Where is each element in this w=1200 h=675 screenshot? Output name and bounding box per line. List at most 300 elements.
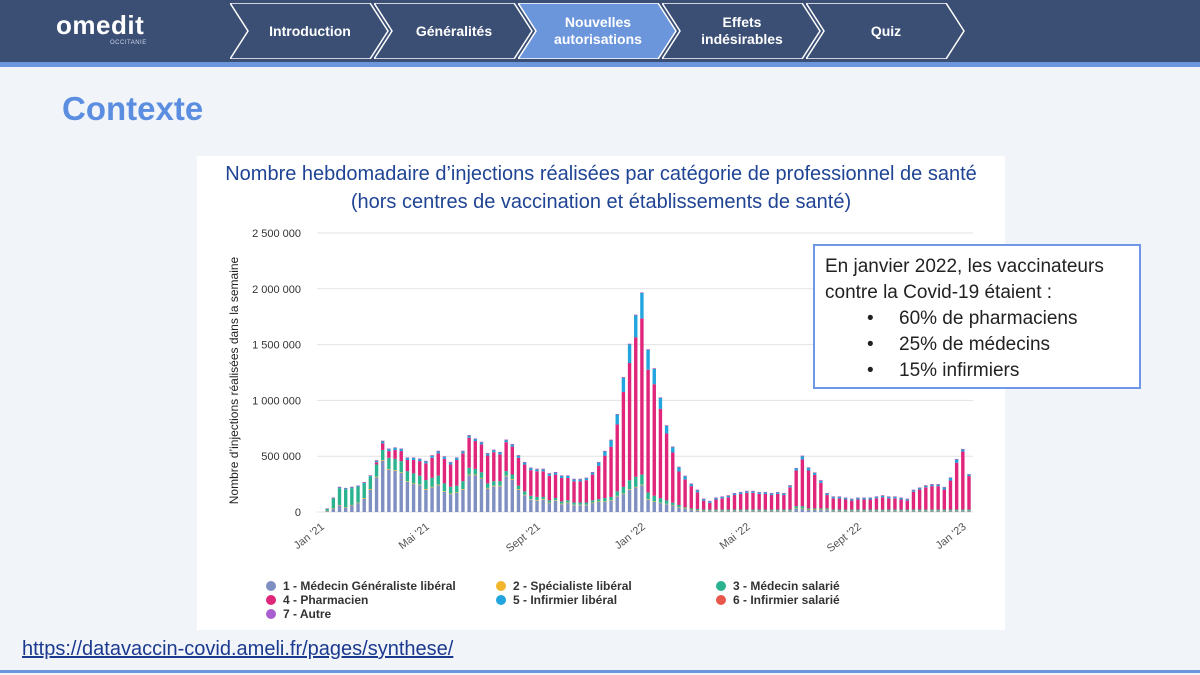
bar-segment bbox=[461, 451, 464, 452]
bar-segment bbox=[467, 468, 470, 475]
bar-segment bbox=[733, 493, 736, 494]
bar-segment bbox=[949, 481, 952, 510]
bar-segment bbox=[350, 487, 353, 488]
bar-segment bbox=[912, 511, 915, 512]
bar-segment bbox=[591, 503, 594, 512]
bar-segment bbox=[517, 490, 520, 512]
bar-segment bbox=[332, 508, 335, 509]
bar-segment bbox=[579, 479, 582, 480]
bar-segment bbox=[616, 496, 619, 497]
bar-segment bbox=[677, 507, 680, 508]
bar-segment bbox=[609, 500, 612, 501]
bar-segment bbox=[579, 503, 582, 505]
bar-segment bbox=[449, 462, 452, 463]
bar-segment bbox=[461, 453, 464, 481]
bar-segment bbox=[350, 488, 353, 505]
bar-segment bbox=[930, 510, 933, 511]
bar-segment bbox=[585, 505, 588, 506]
bar-segment bbox=[899, 500, 902, 510]
legend-label: 2 - Spécialiste libéral bbox=[513, 579, 632, 593]
bar-segment bbox=[961, 449, 964, 451]
bar-segment bbox=[906, 511, 909, 512]
bar-segment bbox=[579, 479, 582, 481]
bar-segment bbox=[375, 462, 378, 464]
bar-segment bbox=[819, 508, 822, 509]
bar-segment bbox=[344, 488, 347, 489]
bar-segment bbox=[770, 495, 773, 510]
bar-segment bbox=[560, 478, 563, 501]
bar-segment bbox=[325, 511, 328, 512]
bar-segment bbox=[640, 292, 643, 293]
bar-segment bbox=[955, 510, 958, 511]
bar-segment bbox=[548, 503, 551, 512]
bar-segment bbox=[640, 485, 643, 486]
y-tick-label: 500 000 bbox=[261, 451, 301, 464]
bar-segment bbox=[862, 497, 865, 498]
bar-segment bbox=[912, 490, 915, 491]
source-link[interactable]: https://datavaccin-covid.ameli.fr/pages/synthese/ bbox=[22, 638, 454, 660]
bar-segment bbox=[560, 475, 563, 476]
bar-segment bbox=[585, 478, 588, 480]
bar-segment bbox=[517, 455, 520, 456]
bar-segment bbox=[745, 510, 748, 511]
bar-segment bbox=[455, 493, 458, 512]
logo-text: omedit bbox=[56, 10, 145, 40]
bar-segment bbox=[511, 480, 514, 512]
bar-segment bbox=[949, 511, 952, 512]
bar-segment bbox=[387, 451, 390, 458]
bar-segment bbox=[634, 487, 637, 488]
bar-segment bbox=[548, 476, 551, 501]
bar-segment bbox=[683, 509, 686, 512]
bar-segment bbox=[455, 458, 458, 460]
bar-segment bbox=[591, 472, 594, 474]
bar-segment bbox=[850, 511, 853, 512]
bar-segment bbox=[430, 487, 433, 512]
bar-segment bbox=[412, 457, 415, 458]
bar-segment bbox=[665, 504, 668, 505]
bar-segment bbox=[634, 315, 637, 337]
bar-segment bbox=[720, 511, 723, 512]
bar-segment bbox=[714, 500, 717, 510]
bar-segment bbox=[480, 478, 483, 479]
bar-segment bbox=[770, 510, 773, 511]
bar-segment bbox=[936, 486, 939, 509]
bar-segment bbox=[813, 473, 816, 475]
bar-segment bbox=[467, 435, 470, 437]
bar-segment bbox=[683, 476, 686, 479]
bar-segment bbox=[912, 492, 915, 510]
bar-segment bbox=[819, 481, 822, 483]
bar-segment bbox=[363, 499, 366, 512]
bar-segment bbox=[356, 486, 359, 487]
bar-segment bbox=[609, 440, 612, 441]
bar-segment bbox=[369, 477, 372, 489]
bar-segment bbox=[690, 484, 693, 485]
bar-segment bbox=[739, 510, 742, 511]
bar-segment bbox=[603, 451, 606, 455]
bar-segment bbox=[603, 501, 606, 502]
bar-segment bbox=[961, 449, 964, 450]
bar-segment bbox=[387, 470, 390, 512]
bar-segment bbox=[825, 510, 828, 512]
bar-segment bbox=[671, 503, 674, 505]
bar-segment bbox=[850, 499, 853, 500]
bar-segment bbox=[486, 453, 489, 455]
bar-segment bbox=[474, 438, 477, 439]
bar-segment bbox=[437, 476, 440, 485]
bar-segment bbox=[492, 452, 495, 481]
bar-segment bbox=[535, 469, 538, 470]
bar-segment bbox=[844, 500, 847, 510]
step-label: Nouvelles autorisations bbox=[554, 14, 642, 47]
bar-segment bbox=[572, 505, 575, 506]
bar-segment bbox=[597, 462, 600, 463]
bar-segment bbox=[930, 511, 933, 512]
bar-segment bbox=[449, 487, 452, 494]
bar-segment bbox=[936, 510, 939, 511]
bar-segment bbox=[646, 370, 649, 493]
bar-segment bbox=[838, 496, 841, 497]
slide-title: Contexte bbox=[62, 90, 204, 127]
bar-segment bbox=[535, 497, 538, 500]
bar-segment bbox=[646, 350, 649, 370]
bar-segment bbox=[720, 510, 723, 511]
bar-segment bbox=[862, 510, 865, 511]
bar-segment bbox=[628, 490, 631, 512]
bar-segment bbox=[924, 485, 927, 486]
y-tick-label: 0 bbox=[294, 507, 301, 519]
bar-segment bbox=[474, 475, 477, 476]
bar-segment bbox=[683, 479, 686, 507]
bar-segment bbox=[381, 443, 384, 450]
bar-segment bbox=[400, 449, 403, 451]
bar-segment bbox=[325, 508, 328, 509]
bar-segment bbox=[622, 377, 625, 378]
bar-segment bbox=[856, 511, 859, 512]
bar-segment bbox=[708, 503, 711, 510]
bar-segment bbox=[690, 510, 693, 512]
bar-segment bbox=[498, 452, 501, 454]
step-quiz[interactable] bbox=[806, 3, 966, 59]
bar-segment bbox=[363, 484, 366, 499]
bar-segment bbox=[350, 505, 353, 506]
bar-segment bbox=[535, 501, 538, 512]
bar-segment bbox=[795, 508, 798, 509]
bar-segment bbox=[659, 398, 662, 409]
bar-segment bbox=[819, 480, 822, 481]
bar-segment bbox=[474, 441, 477, 469]
bar-segment bbox=[535, 471, 538, 497]
bar-segment bbox=[486, 488, 489, 489]
callout-list bbox=[825, 306, 1129, 384]
bar-segment bbox=[418, 476, 421, 485]
bar-segment bbox=[474, 439, 477, 441]
bar-segment bbox=[560, 476, 563, 478]
bar-segment bbox=[535, 469, 538, 471]
bar-segment bbox=[869, 497, 872, 498]
bar-segment bbox=[424, 490, 427, 512]
bar-segment bbox=[375, 477, 378, 512]
bar-segment bbox=[807, 470, 810, 508]
bar-segment bbox=[430, 478, 433, 487]
bar-segment bbox=[807, 508, 810, 509]
bar-segment bbox=[467, 435, 470, 436]
step-label: Effets indésirables bbox=[701, 14, 783, 47]
bar-segment bbox=[597, 499, 600, 501]
bar-segment bbox=[751, 491, 754, 492]
bar-segment bbox=[634, 337, 637, 477]
bar-segment bbox=[918, 511, 921, 512]
bar-segment bbox=[356, 487, 359, 503]
bar-segment bbox=[801, 509, 804, 512]
bar-segment bbox=[412, 458, 415, 460]
bar-segment bbox=[819, 510, 822, 511]
bar-segment bbox=[671, 505, 674, 506]
bar-segment bbox=[659, 503, 662, 504]
bar-segment bbox=[609, 440, 612, 447]
bar-segment bbox=[690, 510, 693, 511]
bar-segment bbox=[671, 447, 674, 453]
bar-segment bbox=[381, 441, 384, 443]
bar-segment bbox=[745, 511, 748, 512]
bar-segment bbox=[541, 500, 544, 512]
bar-segment bbox=[400, 473, 403, 512]
bar-segment bbox=[504, 476, 507, 512]
bar-segment bbox=[714, 511, 717, 512]
bar-segment bbox=[338, 505, 341, 506]
bar-segment bbox=[782, 511, 785, 512]
bar-segment bbox=[332, 498, 335, 508]
bar-segment bbox=[696, 509, 699, 510]
bar-segment bbox=[659, 409, 662, 498]
legend-label: 6 - Infirmier salarié bbox=[733, 593, 840, 607]
step-nouvelles-autorisations[interactable] bbox=[518, 3, 678, 59]
bar-segment bbox=[893, 510, 896, 511]
bar-segment bbox=[899, 497, 902, 498]
bar-segment bbox=[418, 461, 421, 476]
bar-segment bbox=[930, 486, 933, 509]
bar-segment bbox=[955, 459, 958, 460]
chart-title: Nombre hebdomadaire d’injections réalisées par catégorie de professionnel de santé bbox=[225, 163, 977, 185]
y-tick-label: 2 000 000 bbox=[252, 283, 301, 296]
bar-segment bbox=[622, 378, 625, 393]
bar-segment bbox=[727, 495, 730, 496]
bar-segment bbox=[764, 492, 767, 493]
x-tick-label: Sept '21 bbox=[503, 520, 543, 556]
legend-marker bbox=[716, 595, 726, 605]
bar-segment bbox=[838, 498, 841, 509]
bar-segment bbox=[449, 462, 452, 464]
bar-segment bbox=[616, 424, 619, 491]
bar-segment bbox=[375, 464, 378, 476]
bar-segment bbox=[529, 496, 532, 499]
bar-segment bbox=[406, 471, 409, 481]
bar-segment bbox=[523, 462, 526, 464]
bar-segment bbox=[887, 510, 890, 511]
bar-segment bbox=[832, 510, 835, 511]
bar-segment bbox=[727, 510, 730, 511]
bar-segment bbox=[560, 501, 563, 503]
bar-segment bbox=[406, 457, 409, 458]
bar-segment bbox=[869, 500, 872, 510]
bar-segment bbox=[437, 453, 440, 475]
bar-segment bbox=[400, 472, 403, 473]
bar-segment bbox=[881, 511, 884, 512]
bar-segment bbox=[597, 462, 600, 465]
bar-segment bbox=[856, 510, 859, 511]
legend-marker bbox=[266, 609, 276, 619]
bar-segment bbox=[609, 501, 612, 512]
bar-segment bbox=[424, 463, 427, 480]
bar-segment bbox=[572, 479, 575, 480]
bar-segment bbox=[443, 492, 446, 512]
bar-segment bbox=[887, 496, 890, 497]
bar-segment bbox=[393, 450, 396, 459]
step-effets-indesirables[interactable] bbox=[662, 3, 822, 59]
bar-segment bbox=[554, 498, 557, 500]
bar-segment bbox=[523, 495, 526, 512]
bar-segment bbox=[492, 450, 495, 451]
bar-segment bbox=[486, 456, 489, 484]
bar-segment bbox=[893, 511, 896, 512]
bar-segment bbox=[381, 441, 384, 442]
chart-panel bbox=[197, 156, 1005, 630]
bar-segment bbox=[480, 472, 483, 478]
step-generalites[interactable] bbox=[374, 3, 534, 59]
bar-segment bbox=[449, 464, 452, 486]
bar-segment bbox=[881, 497, 884, 509]
bar-segment bbox=[511, 444, 514, 446]
bar-segment bbox=[776, 511, 779, 512]
top-accent-line bbox=[0, 62, 1200, 67]
bar-segment bbox=[671, 505, 674, 512]
bar-segment bbox=[430, 456, 433, 458]
bar-segment bbox=[400, 451, 403, 461]
bar-segment bbox=[492, 486, 495, 512]
bar-segment bbox=[412, 473, 415, 483]
bar-segment bbox=[764, 511, 767, 512]
bar-segment bbox=[720, 496, 723, 497]
bar-segment bbox=[782, 495, 785, 510]
bar-segment bbox=[467, 475, 470, 476]
bar-segment bbox=[406, 481, 409, 482]
bar-segment bbox=[949, 510, 952, 511]
bar-segment bbox=[887, 498, 890, 509]
bar-segment bbox=[949, 478, 952, 481]
bar-segment bbox=[566, 500, 569, 502]
bar-segment bbox=[640, 293, 643, 319]
bar-segment bbox=[659, 397, 662, 398]
bar-segment bbox=[930, 484, 933, 485]
bar-segment bbox=[844, 497, 847, 498]
bar-segment bbox=[875, 510, 878, 511]
bar-segment bbox=[603, 451, 606, 452]
legend-label: 7 - Autre bbox=[283, 607, 332, 621]
step-label: Quiz bbox=[870, 22, 902, 39]
bar-segment bbox=[634, 477, 637, 487]
bar-segment bbox=[640, 475, 643, 485]
bar-segment bbox=[387, 469, 390, 470]
legend-label: 5 - Infirmier libéral bbox=[513, 593, 618, 607]
bar-segment bbox=[702, 511, 705, 512]
bar-segment bbox=[492, 481, 495, 485]
bar-segment bbox=[653, 368, 656, 369]
bar-segment bbox=[659, 503, 662, 512]
bar-segment bbox=[332, 509, 335, 512]
bar-segment bbox=[529, 500, 532, 512]
bar-segment bbox=[535, 500, 538, 501]
bar-segment bbox=[961, 511, 964, 512]
bar-segment bbox=[832, 496, 835, 497]
bar-segment bbox=[492, 450, 495, 452]
bar-segment bbox=[943, 487, 946, 488]
bar-segment bbox=[856, 497, 859, 498]
bar-segment bbox=[819, 483, 822, 509]
bar-segment bbox=[745, 493, 748, 510]
callout-item: • 60% de pharmaciens bbox=[867, 306, 1129, 332]
bar-segment bbox=[702, 499, 705, 500]
bar-segment bbox=[418, 459, 421, 461]
bar-segment bbox=[393, 470, 396, 471]
bar-segment bbox=[893, 496, 896, 497]
bar-segment bbox=[467, 475, 470, 512]
bar-segment bbox=[708, 511, 711, 512]
bar-segment bbox=[437, 485, 440, 486]
bar-segment bbox=[474, 475, 477, 512]
bar-segment bbox=[338, 488, 341, 505]
bar-segment bbox=[757, 510, 760, 511]
bar-segment bbox=[702, 501, 705, 510]
bar-segment bbox=[511, 479, 514, 480]
bar-segment bbox=[677, 508, 680, 512]
bar-segment bbox=[696, 490, 699, 492]
bar-segment bbox=[733, 510, 736, 511]
step-introduction[interactable] bbox=[230, 3, 390, 59]
bar-segment bbox=[646, 499, 649, 500]
bar-segment bbox=[585, 478, 588, 479]
bar-segment bbox=[770, 511, 773, 512]
bar-segment bbox=[332, 498, 335, 499]
bar-segment bbox=[733, 511, 736, 512]
bar-segment bbox=[813, 508, 816, 509]
bar-segment bbox=[517, 486, 520, 489]
bar-segment bbox=[523, 465, 526, 492]
bar-segment bbox=[393, 459, 396, 470]
bar-segment bbox=[511, 447, 514, 475]
bar-segment bbox=[541, 469, 544, 471]
y-tick-label: 2 500 000 bbox=[252, 228, 301, 240]
bar-segment bbox=[591, 500, 594, 502]
bar-segment bbox=[739, 492, 742, 493]
bar-segment bbox=[727, 497, 730, 509]
legend-label: 3 - Médecin salarié bbox=[733, 579, 840, 593]
bar-segment bbox=[665, 500, 668, 503]
bar-segment bbox=[918, 489, 921, 509]
bar-segment bbox=[541, 497, 544, 499]
bar-segment bbox=[788, 485, 791, 486]
bar-segment bbox=[795, 470, 798, 506]
bar-segment bbox=[690, 508, 693, 509]
bar-segment bbox=[912, 510, 915, 511]
bar-segment bbox=[363, 482, 366, 483]
bar-segment bbox=[690, 484, 693, 486]
bar-segment bbox=[628, 480, 631, 489]
bar-segment bbox=[375, 460, 378, 461]
bar-segment bbox=[616, 414, 619, 415]
bar-segment bbox=[424, 461, 427, 462]
bottom-accent-line bbox=[0, 670, 1200, 673]
